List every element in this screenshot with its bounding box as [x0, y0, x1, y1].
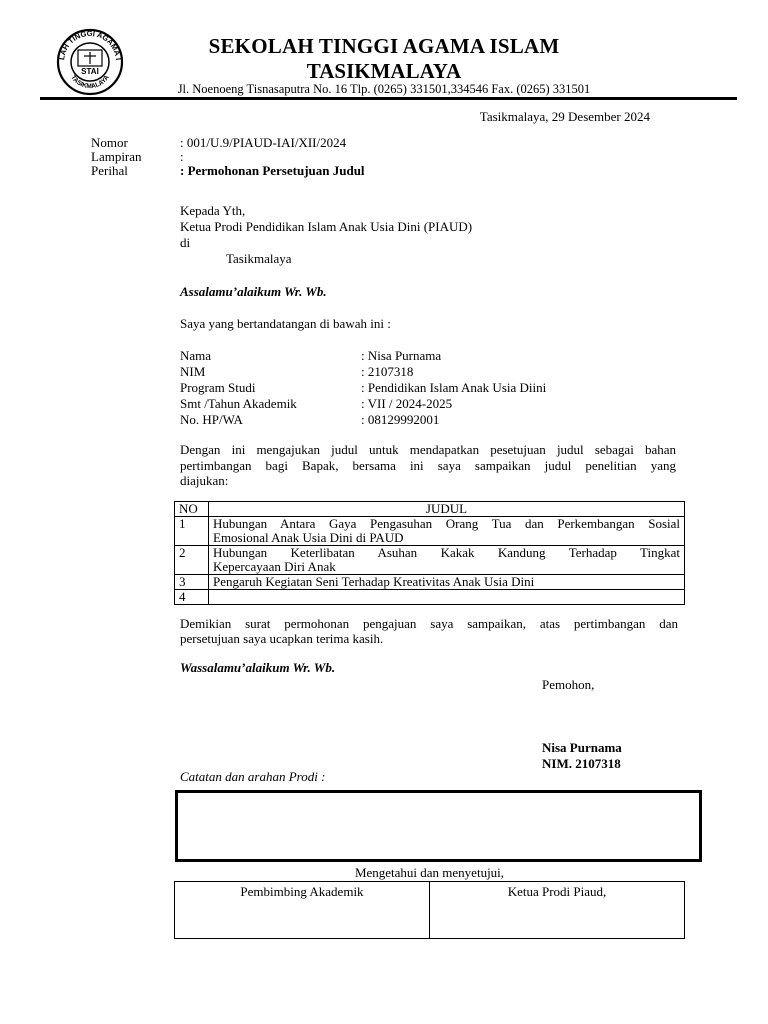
- identity-label-prodi: Program Studi: [180, 380, 256, 395]
- identity-label-nim: NIM: [180, 364, 206, 379]
- header-no: NO: [175, 502, 209, 517]
- request-line3: diajukan:: [180, 473, 229, 488]
- approval-heading: Mengetahui dan menyetujui,: [354, 865, 505, 880]
- institution-name-line2: TASIKMALAYA: [306, 59, 462, 83]
- letter-date: Tasikmalaya, 29 Desember 2024: [479, 109, 650, 124]
- notes-box: [175, 790, 702, 862]
- recipient-city: Tasikmalaya: [226, 251, 292, 266]
- proposed-titles-table: [174, 501, 685, 605]
- table-row: [175, 590, 685, 605]
- identity-value-nama: : Nisa Purnama: [361, 348, 442, 363]
- request-line2: pertimbangan bagi Bapak, bersama ini saya sampaikan judul penelitian yang: [180, 458, 676, 473]
- logo-bottom-text: TASIKMALAYA: [69, 74, 111, 91]
- table-row: [175, 575, 685, 590]
- row-title: [209, 517, 685, 546]
- row-number: 1: [175, 517, 209, 546]
- meta-label-lampiran: Lampiran: [91, 149, 142, 164]
- row-title-line1: Hubungan Antara Gaya Pengasuhan Orang Tua dan Perkembangan Sosial: [213, 516, 680, 531]
- recipient-line3: di: [180, 235, 191, 250]
- logo-center-text: STAI: [81, 67, 99, 76]
- identity-label-phone: No. HP/WA: [180, 412, 243, 427]
- closing-line2: persetujuan saya ucapkan terima kasih.: [180, 631, 384, 646]
- meta-value-lampiran: :: [180, 149, 184, 164]
- institution-logo: [46, 28, 134, 96]
- svg-text:TASIKMALAYA: [69, 74, 111, 90]
- table-row: [175, 517, 685, 546]
- row-number: 4: [175, 590, 209, 605]
- greeting: Assalamu’alaikum Wr. Wb.: [180, 284, 327, 299]
- applicant-nim: NIM. 2107318: [542, 756, 621, 771]
- recipient-line2: Ketua Prodi Pendidikan Islam Anak Usia Dini (PIAUD): [180, 219, 473, 234]
- signature-cell-head-of-program: Ketua Prodi Piaud,: [430, 882, 685, 939]
- row-title-line2: Kepercayaan Diri Anak: [213, 559, 336, 574]
- farewell: Wassalamu’alaikum Wr. Wb.: [180, 660, 336, 675]
- table-header-row: [175, 502, 685, 517]
- logo-ring-text: LAH TINGGI AGAMA I: [57, 28, 123, 61]
- row-title-line1: Pengaruh Kegiatan Seni Terhadap Kreativitas Anak Usia Dini: [213, 574, 535, 589]
- request-line1: Dengan ini mengajukan judul untuk mendapatkan pesetujuan judul sebagai bahan: [180, 442, 676, 457]
- identity-value-phone: : 08129992001: [361, 412, 440, 427]
- approval-row: [175, 882, 685, 939]
- meta-label-perihal: Perihal: [91, 163, 128, 178]
- recipient-line1: Kepada Yth,: [180, 203, 246, 218]
- row-number: 3: [175, 575, 209, 590]
- meta-value-perihal: : Permohonan Persetujuan Judul: [180, 163, 365, 178]
- header-judul: JUDUL: [209, 502, 685, 517]
- closing-line1: Demikian surat permohonan pengajuan saya sampaikan, atas pertimbangan dan: [180, 616, 678, 631]
- identity-value-semester: : VII / 2024-2025: [361, 396, 453, 411]
- row-title: [209, 575, 685, 590]
- identity-label-nama: Nama: [180, 348, 212, 363]
- row-title-line2: Emosional Anak Usia Dini di PAUD: [213, 530, 404, 545]
- letterhead-divider: [40, 97, 737, 100]
- identity-label-semester: Smt /Tahun Akademik: [180, 396, 297, 411]
- institution-address: Jl. Noenoeng Tisnasaputra No. 16 Tlp. (0265) 331501,334546 Fax. (0265) 331501: [177, 82, 591, 96]
- meta-value-nomor: : 001/U.9/PIAUD-IAI/XII/2024: [180, 135, 347, 150]
- identity-value-prodi: : Pendidikan Islam Anak Usia Diini: [361, 380, 547, 395]
- identity-value-nim: : 2107318: [361, 364, 414, 379]
- row-number: 2: [175, 546, 209, 575]
- meta-label-nomor: Nomor: [91, 135, 128, 150]
- row-title-line1: Hubungan Keterlibatan Asuhan Kakak Kandung Terhadap Tingkat: [213, 545, 680, 560]
- institution-name-line1: SEKOLAH TINGGI AGAMA ISLAM: [208, 34, 560, 58]
- row-title: [209, 590, 685, 605]
- row-title: [209, 546, 685, 575]
- table-row: [175, 546, 685, 575]
- notes-label: Catatan dan arahan Prodi :: [180, 769, 326, 784]
- intro-text: Saya yang bertandatangan di bawah ini :: [180, 316, 391, 331]
- approval-signature-table: [174, 881, 685, 939]
- applicant-role: Pemohon,: [542, 677, 595, 692]
- applicant-name: Nisa Purnama: [542, 740, 622, 755]
- signature-cell-academic-advisor: Pembimbing Akademik: [175, 882, 430, 939]
